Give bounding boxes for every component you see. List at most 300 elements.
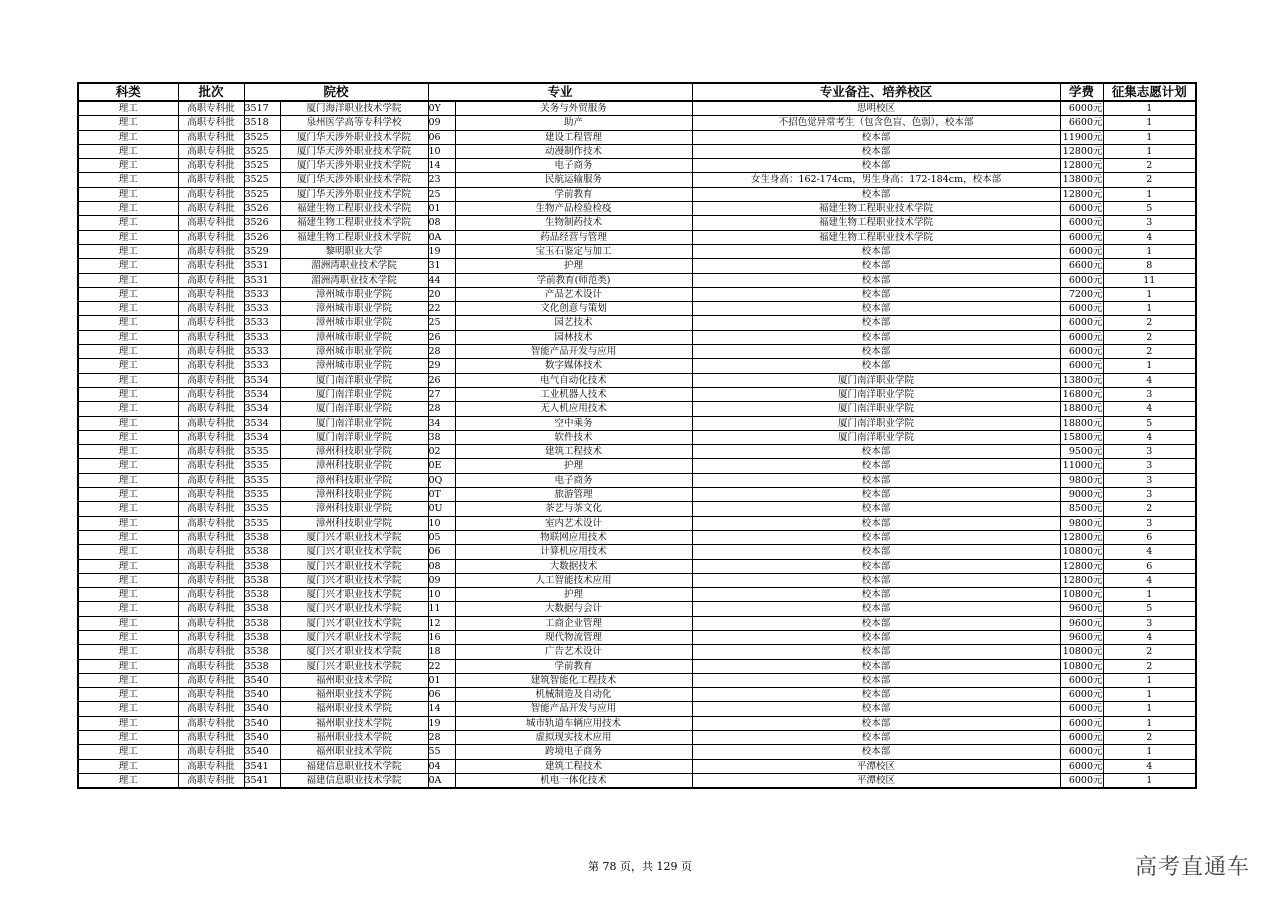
cell-plan: 1 [1103, 287, 1196, 301]
cell-remarks: 校本部 [692, 359, 1060, 373]
cell-batch: 高职专科批 [178, 673, 244, 687]
cell-school-code: 3540 [244, 731, 280, 745]
cell-major-code: 09 [428, 116, 455, 130]
cell-remarks: 校本部 [692, 516, 1060, 530]
cell-category: 理工 [78, 745, 178, 759]
cell-plan: 4 [1103, 759, 1196, 773]
cell-category: 理工 [78, 659, 178, 673]
cell-tuition: 6000元 [1060, 101, 1103, 116]
cell-major-code: 01 [428, 202, 455, 216]
cell-major-code: 10 [428, 516, 455, 530]
cell-school-name: 漳州城市职业学院 [280, 330, 428, 344]
cell-batch: 高职专科批 [178, 688, 244, 702]
cell-remarks: 校本部 [692, 244, 1060, 258]
cell-category: 理工 [78, 202, 178, 216]
cell-category: 理工 [78, 459, 178, 473]
cell-tuition: 10800元 [1060, 545, 1103, 559]
cell-tuition: 6000元 [1060, 230, 1103, 244]
cell-major-code: 22 [428, 659, 455, 673]
table-row [78, 488, 1196, 502]
cell-school-code: 3538 [244, 616, 280, 630]
cell-major-code: 19 [428, 244, 455, 258]
admission-plan-table [77, 82, 1197, 789]
cell-major-name: 现代物流管理 [455, 630, 692, 644]
table-row [78, 473, 1196, 487]
table-row [78, 673, 1196, 687]
cell-school-name: 厦门兴才职业技术学院 [280, 530, 428, 544]
cell-category: 理工 [78, 545, 178, 559]
cell-school-code: 3534 [244, 373, 280, 387]
cell-major-name: 助产 [455, 116, 692, 130]
cell-category: 理工 [78, 630, 178, 644]
cell-category: 理工 [78, 130, 178, 144]
cell-school-code: 3541 [244, 759, 280, 773]
cell-school-code: 3525 [244, 159, 280, 173]
cell-major-code: 08 [428, 216, 455, 230]
cell-plan: 1 [1103, 773, 1196, 788]
header-school: 院校 [244, 83, 428, 101]
cell-batch: 高职专科批 [178, 588, 244, 602]
cell-major-name: 学前教育 [455, 187, 692, 201]
cell-remarks: 不招色觉异常考生（包含色盲、色弱），校本部 [692, 116, 1060, 130]
cell-category: 理工 [78, 359, 178, 373]
cell-major-code: 05 [428, 530, 455, 544]
table-row [78, 359, 1196, 373]
cell-tuition: 7200元 [1060, 287, 1103, 301]
cell-remarks: 校本部 [692, 702, 1060, 716]
cell-school-name: 福州职业技术学院 [280, 688, 428, 702]
cell-school-code: 3529 [244, 244, 280, 258]
cell-batch: 高职专科批 [178, 516, 244, 530]
cell-batch: 高职专科批 [178, 173, 244, 187]
cell-school-code: 3535 [244, 516, 280, 530]
cell-category: 理工 [78, 588, 178, 602]
cell-category: 理工 [78, 673, 178, 687]
cell-batch: 高职专科批 [178, 473, 244, 487]
cell-tuition: 9500元 [1060, 445, 1103, 459]
table-row [78, 216, 1196, 230]
table-row [78, 716, 1196, 730]
cell-school-name: 厦门兴才职业技术学院 [280, 602, 428, 616]
cell-school-code: 3540 [244, 673, 280, 687]
cell-school-name: 厦门兴才职业技术学院 [280, 645, 428, 659]
cell-school-code: 3535 [244, 459, 280, 473]
cell-major-code: 18 [428, 645, 455, 659]
cell-remarks: 校本部 [692, 144, 1060, 158]
cell-school-code: 3535 [244, 445, 280, 459]
cell-school-code: 3525 [244, 144, 280, 158]
cell-school-code: 3533 [244, 287, 280, 301]
table-row [78, 373, 1196, 387]
cell-school-code: 3533 [244, 345, 280, 359]
cell-major-name: 人工智能技术应用 [455, 573, 692, 587]
cell-school-code: 3538 [244, 602, 280, 616]
cell-school-name: 湄洲湾职业技术学院 [280, 273, 428, 287]
cell-batch: 高职专科批 [178, 530, 244, 544]
table-row [78, 330, 1196, 344]
cell-batch: 高职专科批 [178, 387, 244, 401]
cell-remarks: 校本部 [692, 187, 1060, 201]
cell-school-code: 3517 [244, 101, 280, 116]
cell-major-code: 25 [428, 316, 455, 330]
table-row [78, 173, 1196, 187]
table-row [78, 416, 1196, 430]
cell-major-code: 08 [428, 559, 455, 573]
cell-major-name: 数字媒体技术 [455, 359, 692, 373]
cell-school-code: 3535 [244, 502, 280, 516]
cell-batch: 高职专科批 [178, 130, 244, 144]
cell-batch: 高职专科批 [178, 302, 244, 316]
cell-plan: 4 [1103, 545, 1196, 559]
cell-major-code: 19 [428, 716, 455, 730]
cell-plan: 2 [1103, 659, 1196, 673]
cell-tuition: 6000元 [1060, 688, 1103, 702]
cell-category: 理工 [78, 516, 178, 530]
cell-school-name: 厦门华天涉外职业技术学院 [280, 173, 428, 187]
cell-major-name: 建筑智能化工程技术 [455, 673, 692, 687]
cell-tuition: 6000元 [1060, 773, 1103, 788]
cell-plan: 2 [1103, 330, 1196, 344]
cell-category: 理工 [78, 144, 178, 158]
cell-school-name: 漳州科技职业学院 [280, 516, 428, 530]
cell-plan: 4 [1103, 630, 1196, 644]
cell-batch: 高职专科批 [178, 616, 244, 630]
cell-major-name: 民航运输服务 [455, 173, 692, 187]
table-row [78, 244, 1196, 258]
table-body [78, 101, 1196, 788]
cell-major-name: 护理 [455, 259, 692, 273]
cell-school-name: 厦门兴才职业技术学院 [280, 588, 428, 602]
cell-school-name: 福州职业技术学院 [280, 702, 428, 716]
cell-major-name: 建筑工程技术 [455, 445, 692, 459]
cell-major-name: 智能产品开发与应用 [455, 702, 692, 716]
cell-remarks: 福建生物工程职业技术学院 [692, 230, 1060, 244]
cell-major-name: 智能产品开发与应用 [455, 345, 692, 359]
cell-school-name: 湄洲湾职业技术学院 [280, 259, 428, 273]
cell-tuition: 6000元 [1060, 673, 1103, 687]
cell-batch: 高职专科批 [178, 630, 244, 644]
cell-remarks: 校本部 [692, 673, 1060, 687]
cell-plan: 1 [1103, 302, 1196, 316]
table-row [78, 659, 1196, 673]
cell-batch: 高职专科批 [178, 273, 244, 287]
cell-plan: 5 [1103, 202, 1196, 216]
cell-major-name: 电子商务 [455, 159, 692, 173]
cell-major-code: 0A [428, 230, 455, 244]
cell-remarks: 校本部 [692, 330, 1060, 344]
cell-plan: 1 [1103, 702, 1196, 716]
cell-tuition: 9600元 [1060, 630, 1103, 644]
cell-tuition: 6000元 [1060, 202, 1103, 216]
cell-tuition: 12800元 [1060, 187, 1103, 201]
cell-major-code: 06 [428, 130, 455, 144]
cell-tuition: 11000元 [1060, 459, 1103, 473]
cell-remarks: 平潭校区 [692, 759, 1060, 773]
header-plan: 征集志愿计划 [1103, 83, 1196, 101]
cell-category: 理工 [78, 330, 178, 344]
cell-tuition: 18800元 [1060, 402, 1103, 416]
cell-school-name: 厦门南洋职业学院 [280, 430, 428, 444]
cell-category: 理工 [78, 259, 178, 273]
cell-category: 理工 [78, 416, 178, 430]
cell-tuition: 12800元 [1060, 559, 1103, 573]
cell-batch: 高职专科批 [178, 559, 244, 573]
cell-school-name: 厦门兴才职业技术学院 [280, 559, 428, 573]
cell-school-name: 厦门兴才职业技术学院 [280, 573, 428, 587]
cell-category: 理工 [78, 430, 178, 444]
cell-school-code: 3518 [244, 116, 280, 130]
cell-batch: 高职专科批 [178, 502, 244, 516]
cell-plan: 3 [1103, 387, 1196, 401]
cell-school-name: 福州职业技术学院 [280, 716, 428, 730]
cell-plan: 3 [1103, 473, 1196, 487]
table-row [78, 530, 1196, 544]
table-row [78, 345, 1196, 359]
cell-major-code: 26 [428, 373, 455, 387]
cell-school-name: 福建信息职业技术学院 [280, 773, 428, 788]
cell-major-code: 0U [428, 502, 455, 516]
cell-category: 理工 [78, 101, 178, 116]
cell-major-code: 26 [428, 330, 455, 344]
cell-batch: 高职专科批 [178, 488, 244, 502]
cell-tuition: 6000元 [1060, 759, 1103, 773]
cell-plan: 1 [1103, 673, 1196, 687]
cell-major-name: 药品经营与管理 [455, 230, 692, 244]
table-row [78, 502, 1196, 516]
cell-school-code: 3534 [244, 402, 280, 416]
cell-category: 理工 [78, 502, 178, 516]
cell-remarks: 校本部 [692, 716, 1060, 730]
cell-tuition: 11900元 [1060, 130, 1103, 144]
header-remarks: 专业备注、培养校区 [692, 83, 1060, 101]
cell-batch: 高职专科批 [178, 287, 244, 301]
header-category: 科类 [78, 83, 178, 101]
cell-school-name: 福建生物工程职业技术学院 [280, 216, 428, 230]
cell-school-code: 3533 [244, 302, 280, 316]
table-row [78, 116, 1196, 130]
cell-category: 理工 [78, 530, 178, 544]
cell-school-code: 3531 [244, 273, 280, 287]
table-row [78, 702, 1196, 716]
cell-major-code: 25 [428, 187, 455, 201]
cell-category: 理工 [78, 645, 178, 659]
cell-plan: 1 [1103, 101, 1196, 116]
cell-school-name: 厦门兴才职业技术学院 [280, 659, 428, 673]
cell-plan: 6 [1103, 559, 1196, 573]
cell-batch: 高职专科批 [178, 330, 244, 344]
cell-tuition: 10800元 [1060, 659, 1103, 673]
cell-batch: 高职专科批 [178, 216, 244, 230]
table-header-row [78, 83, 1196, 101]
cell-remarks: 校本部 [692, 345, 1060, 359]
cell-school-code: 3525 [244, 130, 280, 144]
cell-category: 理工 [78, 273, 178, 287]
cell-category: 理工 [78, 373, 178, 387]
cell-category: 理工 [78, 287, 178, 301]
cell-major-code: 16 [428, 630, 455, 644]
cell-school-code: 3533 [244, 316, 280, 330]
cell-tuition: 12800元 [1060, 573, 1103, 587]
cell-school-code: 3533 [244, 359, 280, 373]
page-number: 第 78 页，共 129 页 [588, 860, 692, 873]
cell-tuition: 12800元 [1060, 144, 1103, 158]
cell-remarks: 校本部 [692, 316, 1060, 330]
cell-plan: 2 [1103, 316, 1196, 330]
cell-remarks: 校本部 [692, 502, 1060, 516]
cell-remarks: 厦门南洋职业学院 [692, 416, 1060, 430]
cell-major-code: 0T [428, 488, 455, 502]
table-row [78, 688, 1196, 702]
cell-category: 理工 [78, 488, 178, 502]
table-row [78, 259, 1196, 273]
cell-school-code: 3538 [244, 530, 280, 544]
table-row [78, 459, 1196, 473]
cell-batch: 高职专科批 [178, 244, 244, 258]
cell-plan: 2 [1103, 502, 1196, 516]
table-row [78, 316, 1196, 330]
cell-tuition: 13800元 [1060, 173, 1103, 187]
cell-batch: 高职专科批 [178, 773, 244, 788]
cell-major-code: 55 [428, 745, 455, 759]
cell-remarks: 厦门南洋职业学院 [692, 402, 1060, 416]
cell-major-name: 城市轨道车辆应用技术 [455, 716, 692, 730]
cell-major-name: 广告艺术设计 [455, 645, 692, 659]
cell-major-name: 生物产品检验检疫 [455, 202, 692, 216]
cell-category: 理工 [78, 230, 178, 244]
cell-batch: 高职专科批 [178, 445, 244, 459]
cell-major-name: 茶艺与茶文化 [455, 502, 692, 516]
cell-major-code: 23 [428, 173, 455, 187]
cell-plan: 1 [1103, 116, 1196, 130]
cell-tuition: 9800元 [1060, 473, 1103, 487]
cell-category: 理工 [78, 159, 178, 173]
cell-batch: 高职专科批 [178, 187, 244, 201]
cell-category: 理工 [78, 602, 178, 616]
cell-plan: 11 [1103, 273, 1196, 287]
table-row [78, 430, 1196, 444]
cell-batch: 高职专科批 [178, 645, 244, 659]
cell-batch: 高职专科批 [178, 359, 244, 373]
cell-major-code: 10 [428, 588, 455, 602]
cell-tuition: 9000元 [1060, 488, 1103, 502]
cell-category: 理工 [78, 616, 178, 630]
cell-category: 理工 [78, 216, 178, 230]
cell-school-name: 漳州科技职业学院 [280, 502, 428, 516]
cell-major-name: 产品艺术设计 [455, 287, 692, 301]
cell-school-code: 3533 [244, 330, 280, 344]
cell-school-name: 福建生物工程职业技术学院 [280, 230, 428, 244]
cell-school-name: 厦门兴才职业技术学院 [280, 630, 428, 644]
cell-major-name: 文化创意与策划 [455, 302, 692, 316]
cell-major-code: 34 [428, 416, 455, 430]
cell-batch: 高职专科批 [178, 659, 244, 673]
cell-school-name: 厦门华天涉外职业技术学院 [280, 187, 428, 201]
cell-major-name: 建设工程管理 [455, 130, 692, 144]
cell-school-name: 黎明职业大学 [280, 244, 428, 258]
cell-plan: 2 [1103, 173, 1196, 187]
cell-school-name: 漳州科技职业学院 [280, 459, 428, 473]
cell-remarks: 校本部 [692, 259, 1060, 273]
cell-batch: 高职专科批 [178, 116, 244, 130]
cell-major-name: 关务与外贸服务 [455, 101, 692, 116]
cell-school-code: 3538 [244, 545, 280, 559]
cell-category: 理工 [78, 573, 178, 587]
cell-category: 理工 [78, 731, 178, 745]
cell-plan: 3 [1103, 516, 1196, 530]
cell-batch: 高职专科批 [178, 716, 244, 730]
cell-tuition: 8500元 [1060, 502, 1103, 516]
cell-major-code: 28 [428, 345, 455, 359]
cell-school-name: 漳州科技职业学院 [280, 488, 428, 502]
table-row [78, 202, 1196, 216]
cell-tuition: 6000元 [1060, 731, 1103, 745]
cell-plan: 1 [1103, 244, 1196, 258]
cell-category: 理工 [78, 316, 178, 330]
table-row [78, 545, 1196, 559]
cell-tuition: 6000元 [1060, 273, 1103, 287]
cell-remarks: 校本部 [692, 488, 1060, 502]
cell-remarks: 校本部 [692, 273, 1060, 287]
table-row [78, 773, 1196, 788]
cell-school-code: 3541 [244, 773, 280, 788]
table-row [78, 559, 1196, 573]
cell-remarks: 校本部 [692, 530, 1060, 544]
cell-school-code: 3534 [244, 430, 280, 444]
cell-school-code: 3540 [244, 702, 280, 716]
cell-tuition: 6000元 [1060, 330, 1103, 344]
cell-school-name: 漳州城市职业学院 [280, 359, 428, 373]
cell-remarks: 校本部 [692, 659, 1060, 673]
cell-tuition: 12800元 [1060, 530, 1103, 544]
cell-batch: 高职专科批 [178, 159, 244, 173]
cell-major-code: 02 [428, 445, 455, 459]
cell-remarks: 校本部 [692, 731, 1060, 745]
table-row [78, 302, 1196, 316]
cell-remarks: 福建生物工程职业技术学院 [692, 216, 1060, 230]
cell-major-name: 软件技术 [455, 430, 692, 444]
cell-major-name: 电子商务 [455, 473, 692, 487]
cell-school-name: 厦门海洋职业技术学院 [280, 101, 428, 116]
cell-plan: 1 [1103, 588, 1196, 602]
cell-major-code: 10 [428, 144, 455, 158]
cell-school-name: 福州职业技术学院 [280, 745, 428, 759]
cell-remarks: 校本部 [692, 688, 1060, 702]
table-row [78, 159, 1196, 173]
cell-plan: 4 [1103, 230, 1196, 244]
cell-school-name: 福州职业技术学院 [280, 731, 428, 745]
cell-batch: 高职专科批 [178, 402, 244, 416]
cell-category: 理工 [78, 473, 178, 487]
cell-category: 理工 [78, 345, 178, 359]
cell-remarks: 校本部 [692, 588, 1060, 602]
cell-plan: 3 [1103, 616, 1196, 630]
cell-category: 理工 [78, 116, 178, 130]
cell-category: 理工 [78, 173, 178, 187]
cell-tuition: 6000元 [1060, 716, 1103, 730]
cell-tuition: 18800元 [1060, 416, 1103, 430]
cell-remarks: 校本部 [692, 745, 1060, 759]
cell-tuition: 9600元 [1060, 616, 1103, 630]
cell-tuition: 6000元 [1060, 745, 1103, 759]
cell-school-name: 漳州科技职业学院 [280, 445, 428, 459]
cell-plan: 2 [1103, 159, 1196, 173]
cell-school-name: 厦门南洋职业学院 [280, 387, 428, 401]
cell-remarks: 校本部 [692, 473, 1060, 487]
cell-plan: 2 [1103, 645, 1196, 659]
header-tuition: 学费 [1060, 83, 1103, 101]
cell-plan: 1 [1103, 144, 1196, 158]
cell-category: 理工 [78, 187, 178, 201]
